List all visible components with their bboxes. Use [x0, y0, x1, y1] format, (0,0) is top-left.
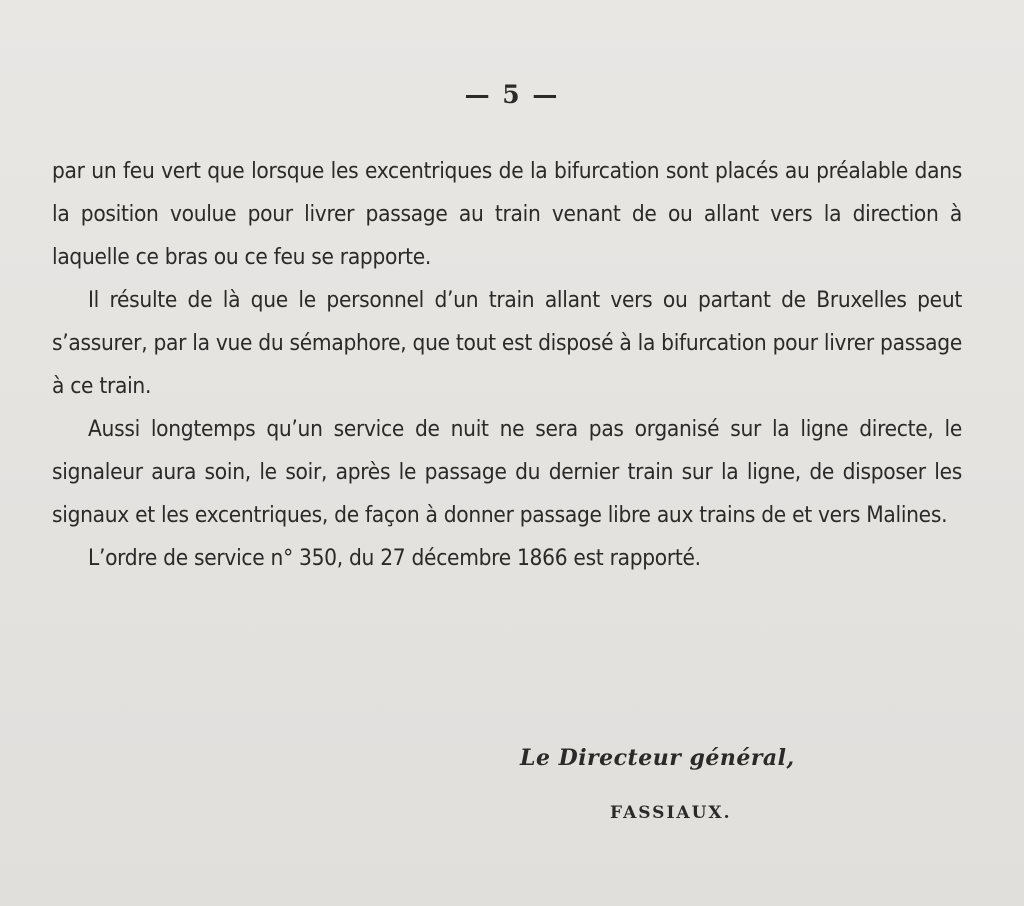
- paragraph-bruxelles: Il résulte de là que le personnel d’un train allant vers ou partant de Bruxelles peut s’assurer, par la vue du sémaphore, que tout est disposé à la bifurcation pour livrer passage à ce train.: [52, 287, 962, 399]
- paragraph-night-service: Aussi longtemps qu’un service de nuit ne sera pas organisé sur la ligne directe, le signaleur aura soin, le soir, après le passage du dernier train sur la ligne, de disposer les signaux et les excentriques, de façon à donner passage libre aux trains de et vers Malines.: [52, 416, 962, 528]
- paragraph-order-revoked: L’ordre de service n° 350, du 27 décembre 1866 est rapporté.: [88, 545, 701, 571]
- paragraph-continuation: par un feu vert que lorsque les excentriques de la bifurcation sont placés au préalable dans la position voulue pour livrer passage au train venant de ou allant vers la direction à laquelle ce bras ou ce feu se rapporte.: [52, 158, 962, 270]
- body-text: [52, 150, 962, 580]
- signature-name: FASSIAUX.: [610, 803, 732, 823]
- page-number: — 5 —: [464, 80, 560, 109]
- signature-title: Le Directeur général,: [520, 745, 795, 771]
